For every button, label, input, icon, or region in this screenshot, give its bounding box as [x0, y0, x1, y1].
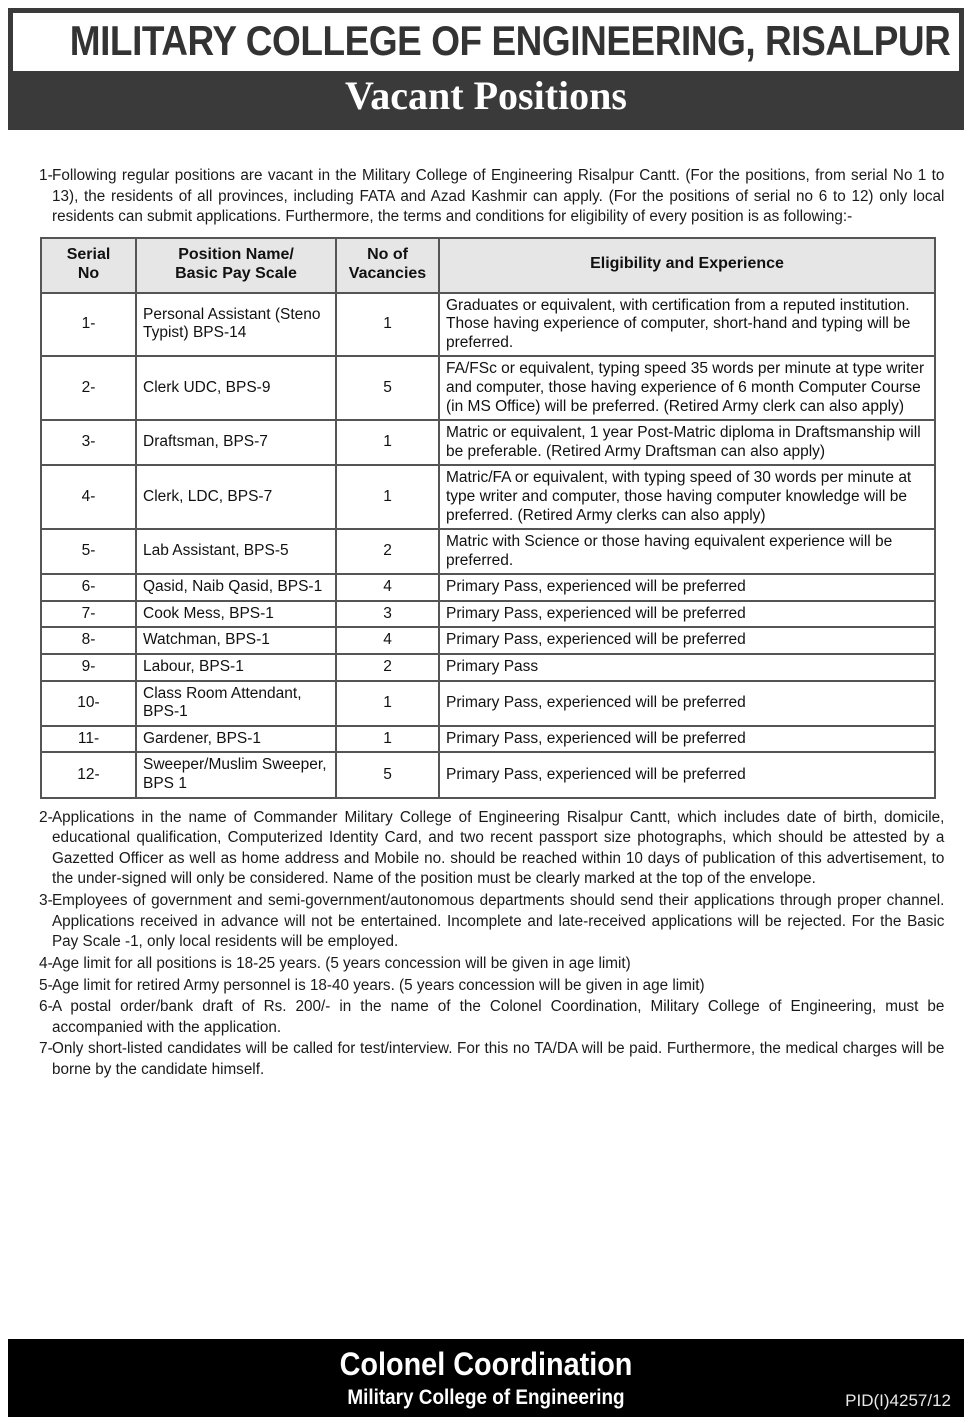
- cell-eligibility: Matric with Science or those having equivalent experience will be preferred.: [439, 529, 935, 574]
- cell-position: Personal Assistant (Steno Typist) BPS-14: [136, 293, 336, 357]
- cell-position: Clerk UDC, BPS-9: [136, 356, 336, 420]
- note-text: A postal order/bank draft of Rs. 200/- in the name of the Colonel Coordination, Military College of Engineering, must be accompanied with the application.: [52, 998, 945, 1036]
- cell-serial: 1-: [41, 293, 136, 357]
- table-row: [41, 654, 935, 681]
- note-item: [14, 1039, 958, 1080]
- content-area: [14, 166, 958, 1082]
- note-text: Only short-listed candidates will be called for test/interview. For this no TA/DA will be paid. Furthermore, the medical charges will be borne by the candidate himself.: [52, 1040, 945, 1078]
- table-row: [41, 681, 935, 726]
- table-row: [41, 529, 935, 574]
- cell-position: Sweeper/Muslim Sweeper, BPS 1: [136, 752, 336, 797]
- cell-eligibility: Matric or equivalent, 1 year Post-Matric diploma in Draftsmanship will be preferable. (Retired Army Draftsman can also apply): [439, 420, 935, 465]
- cell-vacancies: 2: [336, 529, 439, 574]
- table-row: [41, 752, 935, 797]
- table-body: [41, 293, 935, 798]
- cell-position: Cook Mess, BPS-1: [136, 601, 336, 628]
- cell-eligibility: Primary Pass, experienced will be preferred: [439, 752, 935, 797]
- cell-vacancies: 1: [336, 681, 439, 726]
- cell-vacancies: 5: [336, 356, 439, 420]
- cell-vacancies: 4: [336, 627, 439, 654]
- note-item: [14, 976, 958, 997]
- table-row: [41, 465, 935, 529]
- column-header-vacancies: [336, 238, 439, 293]
- cell-position: Labour, BPS-1: [136, 654, 336, 681]
- cell-position: Watchman, BPS-1: [136, 627, 336, 654]
- note-number: 5-: [39, 976, 53, 994]
- cell-position: Draftsman, BPS-7: [136, 420, 336, 465]
- cell-eligibility: Primary Pass, experienced will be preferred: [439, 574, 935, 601]
- cell-position: Qasid, Naib Qasid, BPS-1: [136, 574, 336, 601]
- column-header-serial-line2: No: [77, 264, 100, 282]
- cell-serial: 7-: [41, 601, 136, 628]
- cell-vacancies: 1: [336, 420, 439, 465]
- table-row: [41, 574, 935, 601]
- banner-subtitle: Vacant Positions: [345, 73, 627, 119]
- cell-serial: 6-: [41, 574, 136, 601]
- cell-serial: 4-: [41, 465, 136, 529]
- note-text: Age limit for retired Army personnel is 18-40 years. (5 years concession will be given in age limit): [52, 976, 705, 994]
- cell-eligibility: Matric/FA or equivalent, with typing speed of 30 words per minute at type writer and computer, those having computer knowledge will be preferred. (Retired Army clerks can also apply): [439, 465, 935, 529]
- footer-organization: Military College of Engineering: [347, 1386, 625, 1409]
- cell-serial: 9-: [41, 654, 136, 681]
- note-text: Employees of government and semi-government/autonomous departments should send their applications through proper channel. Applications received in advance will not be entertained. Incomplete and late-received applications will be rejected. For the Basic Pay Scale -1, only local residents will be employed.: [52, 892, 945, 951]
- column-header-serial-line1: Serial: [66, 245, 111, 263]
- header-banner: [8, 8, 964, 130]
- cell-eligibility: Primary Pass, experienced will be preferred: [439, 627, 935, 654]
- cell-vacancies: 1: [336, 465, 439, 529]
- cell-position: Lab Assistant, BPS-5: [136, 529, 336, 574]
- institution-title-band: [13, 13, 959, 71]
- cell-eligibility: Primary Pass, experienced will be preferred: [439, 601, 935, 628]
- cell-eligibility: Graduates or equivalent, with certification from a reputed institution. Those having experience of computer, short-hand and typing will be preferred.: [439, 293, 935, 357]
- intro-text: Following regular positions are vacant in the Military College of Engineering Risalpur Cantt. (For the positions, from serial No 1 to 13), the residents of all provinces, including FATA and Azad Kashmir can apply. (For the positions of serial no 6 to 12) only local residents can submit applications. Furthermore, the terms and conditions for eligibility of every position is as following:-: [52, 167, 945, 226]
- cell-eligibility: Primary Pass: [439, 654, 935, 681]
- column-header-position: [136, 238, 336, 293]
- table-header-row: [41, 238, 935, 293]
- table-row: [41, 601, 935, 628]
- column-header-vacancies-line2: Vacancies: [348, 264, 427, 282]
- cell-position: Gardener, BPS-1: [136, 726, 336, 753]
- cell-vacancies: 5: [336, 752, 439, 797]
- institution-title: MILITARY COLLEGE OF ENGINEERING, RISALPUR: [69, 17, 951, 64]
- note-number: 2-: [39, 808, 53, 826]
- cell-serial: 12-: [41, 752, 136, 797]
- column-header-serial: [41, 238, 136, 293]
- table-row: [41, 356, 935, 420]
- column-header-position-line1: Position Name/: [178, 245, 294, 263]
- footer-pid: PID(I)4257/12: [845, 1391, 951, 1410]
- column-header-eligibility: Eligibility and Experience: [439, 238, 935, 293]
- table-row: [41, 726, 935, 753]
- cell-serial: 5-: [41, 529, 136, 574]
- cell-vacancies: 2: [336, 654, 439, 681]
- cell-serial: 2-: [41, 356, 136, 420]
- vacant-positions-band: [13, 71, 959, 125]
- footer-signatory: Colonel Coordination: [339, 1346, 633, 1382]
- cell-eligibility: Primary Pass, experienced will be preferred: [439, 726, 935, 753]
- cell-eligibility: Primary Pass, experienced will be preferred: [439, 681, 935, 726]
- cell-vacancies: 1: [336, 726, 439, 753]
- footer-banner: [8, 1339, 964, 1417]
- note-number: 7-: [39, 1040, 53, 1058]
- vacancies-table: [40, 237, 936, 799]
- column-header-position-line2: Basic Pay Scale: [175, 264, 297, 282]
- notes-list: [14, 808, 958, 1081]
- note-item: [14, 891, 958, 953]
- cell-position: Class Room Attendant, BPS-1: [136, 681, 336, 726]
- intro-paragraph: [14, 166, 958, 228]
- note-item: [14, 997, 958, 1038]
- table-row: [41, 293, 935, 357]
- note-number: 4-: [39, 954, 53, 972]
- cell-serial: 8-: [41, 627, 136, 654]
- note-number: 3-: [39, 892, 53, 910]
- cell-vacancies: 1: [336, 293, 439, 357]
- table-header: [41, 238, 935, 293]
- column-header-vacancies-line1: No of: [367, 245, 408, 263]
- cell-vacancies: 3: [336, 601, 439, 628]
- note-item: [14, 808, 958, 890]
- cell-vacancies: 4: [336, 574, 439, 601]
- note-number: 6-: [39, 998, 53, 1016]
- cell-serial: 3-: [41, 420, 136, 465]
- cell-serial: 11-: [41, 726, 136, 753]
- note-item: [14, 954, 958, 975]
- table-row: [41, 627, 935, 654]
- cell-serial: 10-: [41, 681, 136, 726]
- cell-position: Clerk, LDC, BPS-7: [136, 465, 336, 529]
- table-row: [41, 420, 935, 465]
- note-text: Applications in the name of Commander Military College of Engineering Risalpur Cantt, which includes date of birth, domicile, educational qualification, Computerized Identity Card, and two recent passport size photographs, which should be attested by a Gazetted Officer as well as home address and Mobile no. should be reached within 10 days of publication of this advertisement, to the under-signed will only be considered. Name of the position must be clearly marked at the top of the envelope.: [52, 808, 945, 888]
- cell-eligibility: FA/FSc or equivalent, typing speed 35 words per minute at type writer and computer, those having experience of 6 month Computer Course (in MS Office) will be preferred. (Retired Army clerk can also apply): [439, 356, 935, 420]
- note-text: Age limit for all positions is 18-25 years. (5 years concession will be given in age limit): [52, 954, 631, 972]
- intro-number: 1-: [39, 167, 53, 184]
